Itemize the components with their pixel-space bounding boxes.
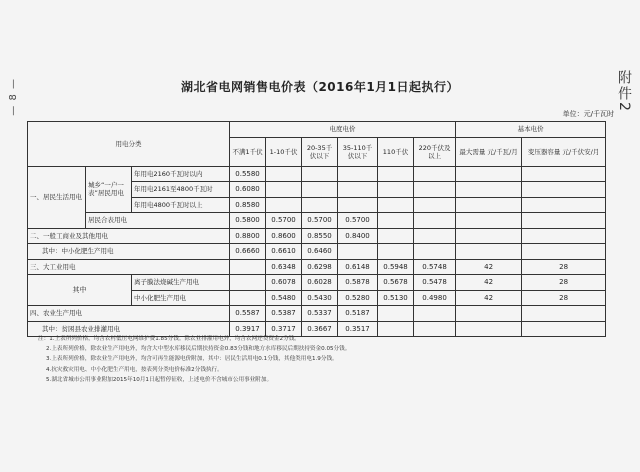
row-label: 年用电2160千瓦时以内 (132, 166, 230, 182)
capacity-cell: 28 (522, 290, 606, 306)
price-cell: 0.4980 (414, 290, 456, 306)
row-label: 年用电2161至4800千瓦时 (132, 182, 230, 198)
price-cell: 0.3667 (302, 321, 338, 337)
price-cell: 0.8800 (230, 228, 266, 244)
price-cell: 0.6080 (230, 182, 266, 198)
table-row (28, 244, 606, 260)
row-label: 四、农业生产用电 (28, 306, 230, 322)
annex-label: 附件2 (616, 70, 632, 113)
table-row (28, 228, 606, 244)
page-title: 湖北省电网销售电价表（2016年1月1日起执行） (180, 80, 460, 94)
price-cell: 0.6460 (302, 244, 338, 260)
price-cell: 0.6348 (266, 259, 302, 275)
price-cell: 0.6660 (230, 244, 266, 260)
category-header: 用电分类 (28, 122, 230, 167)
voltage-header: 110千伏 (378, 137, 414, 166)
voltage-header: 1-10千伏 (266, 137, 302, 166)
voltage-header: 35-110千伏以下 (338, 137, 378, 166)
category-cell: 一、居民生活用电 (28, 166, 86, 228)
max-demand-header: 最大需量 元/千瓦/月 (456, 137, 522, 166)
price-cell: 0.5480 (266, 290, 302, 306)
table-row (28, 259, 606, 275)
price-cell: 0.6610 (266, 244, 302, 260)
voltage-header: 20-35千伏以下 (302, 137, 338, 166)
unit-label: 单位：元/千瓦时 (562, 110, 614, 118)
table-row (28, 213, 606, 229)
row-label: 年用电4800千瓦时以上 (132, 197, 230, 213)
note-line: 3.上表所列价格，除农业生产用电外，均含可再生能源电价附加，其中：居民生活用电0.1分钱，其他类用电1.9分钱。 (46, 356, 338, 363)
note-line: 2.上表所列价格，除农业生产用电外，均含大中型水库移民后期扶持资金0.83分钱和地方水库移民后期扶持资金0.05分钱。 (46, 346, 351, 353)
row-label: 其中：贫困县农业排灌用电 (28, 321, 230, 337)
price-cell: 0.5337 (302, 306, 338, 322)
price-cell: 0.3917 (230, 321, 266, 337)
table-row (28, 275, 606, 291)
price-cell: 0.5878 (338, 275, 378, 291)
price-cell: 0.8580 (230, 197, 266, 213)
table-row (28, 166, 606, 182)
row-label: 离子膜法烧碱生产用电 (132, 275, 230, 291)
voltage-header: 220千伏及以上 (414, 137, 456, 166)
voltage-header: 不满1千伏 (230, 137, 266, 166)
table-row (28, 306, 606, 322)
subcategory-cell: 其中 (28, 275, 132, 306)
capacity-cell: 28 (522, 259, 606, 275)
price-cell: 0.5700 (302, 213, 338, 229)
price-cell: 0.6298 (302, 259, 338, 275)
row-label: 三、大工业用电 (28, 259, 230, 275)
basic-price-header: 基本电价 (456, 122, 606, 138)
max-demand-cell: 42 (456, 275, 522, 291)
price-cell: 0.5748 (414, 259, 456, 275)
price-cell: 0.3717 (266, 321, 302, 337)
row-label: 居民合表用电 (86, 213, 230, 229)
price-cell: 0.5187 (338, 306, 378, 322)
max-demand-cell: 42 (456, 290, 522, 306)
max-demand-cell: 42 (456, 259, 522, 275)
price-cell: 0.8600 (266, 228, 302, 244)
price-cell: 0.8400 (338, 228, 378, 244)
notes-section (38, 334, 608, 385)
note-line: 注：1.上表所列价格，均含农村低压电网维护费1.85分钱。除农业排灌用电外，均含农网还贷资金2分钱。 (38, 336, 300, 342)
price-cell: 0.6028 (302, 275, 338, 291)
price-cell: 0.5478 (414, 275, 456, 291)
price-cell: 0.5800 (230, 213, 266, 229)
row-label: 中小化肥生产用电 (132, 290, 230, 306)
price-cell: 0.5387 (266, 306, 302, 322)
price-cell: 0.5948 (378, 259, 414, 275)
price-cell: 0.5700 (338, 213, 378, 229)
price-cell: 0.5580 (230, 166, 266, 182)
tariff-table (27, 121, 606, 337)
price-cell: 0.6148 (338, 259, 378, 275)
note-line: 4.抗灾救灾用电、中小化肥生产用电，按表列分类电价标准2分钱执行。 (46, 366, 223, 373)
header-row (28, 122, 606, 138)
page-number-marker: — 8 — (8, 78, 19, 116)
row-label: 其中：中小化肥生产用电 (28, 244, 230, 260)
energy-price-header: 电度电价 (230, 122, 456, 138)
price-cell: 0.5678 (378, 275, 414, 291)
price-cell: 0.5700 (266, 213, 302, 229)
note-line: 5.湖北省城市公用事业附加2015年10月1日起暂停征收，上述电价不含城市公用事业附加。 (46, 376, 273, 383)
subcategory-cell: 城乡“一户一表”居民用电 (86, 166, 132, 213)
capacity-cell: 28 (522, 275, 606, 291)
price-cell: 0.3517 (338, 321, 378, 337)
price-cell: 0.5280 (338, 290, 378, 306)
price-cell: 0.6078 (266, 275, 302, 291)
price-cell: 0.5587 (230, 306, 266, 322)
row-label: 二、一般工商业及其他用电 (28, 228, 230, 244)
capacity-header: 变压器容量 元/千伏安/月 (522, 137, 606, 166)
price-cell: 0.8550 (302, 228, 338, 244)
price-cell: 0.5130 (378, 290, 414, 306)
price-cell: 0.5430 (302, 290, 338, 306)
